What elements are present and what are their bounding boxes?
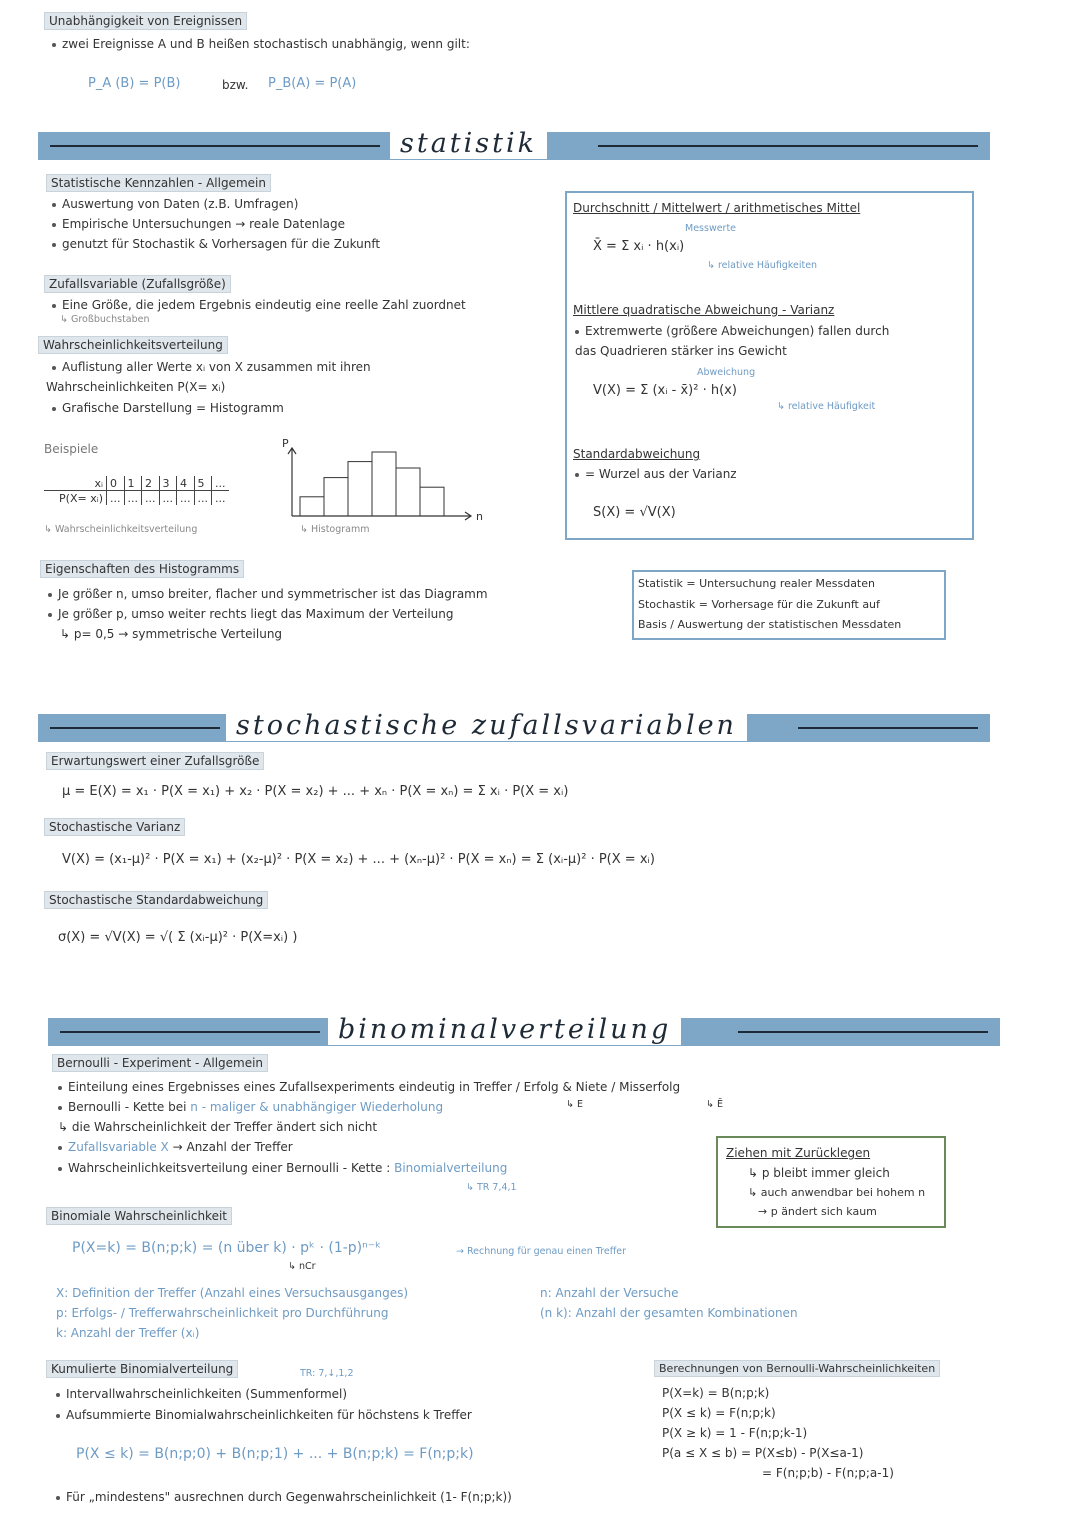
be-e-note: ↳ E — [566, 1099, 583, 1110]
ziehen-bullet-1: ↳ p bleibt immer gleich — [748, 1166, 890, 1180]
ber-heading: Berechnungen von Bernoulli-Wahrscheinlichkeiten — [654, 1360, 940, 1377]
wv-bullet-1: Auflistung aller Werte xᵢ von X zusammen mit ihren — [52, 360, 371, 374]
ss-formula: σ(X) = √V(X) = √( Σ (xᵢ-μ)² · P(X=xᵢ) ) — [58, 930, 298, 945]
hist-bar — [324, 478, 348, 516]
hist-bar — [348, 462, 372, 516]
hist-bar — [372, 452, 396, 516]
ziehen-bullet-3: → p ändert sich kaum — [758, 1205, 877, 1218]
be-bullet-2: Bernoulli - Kette bei n - maliger & unabhängiger Wiederholung — [58, 1100, 443, 1114]
hist-n-label: n — [476, 510, 483, 523]
stoch-title: stochastische zufallsvariablen — [226, 710, 747, 741]
wv-heading: Wahrscheinlichkeitsverteilung — [38, 336, 228, 354]
eig-bullet-1: Je größer n, umso breiter, flacher und symmetrischer ist das Diagramm — [48, 587, 488, 601]
var-bullet-1b: das Quadrieren stärker ins Gewicht — [575, 344, 787, 358]
histogram-sketch — [270, 438, 490, 528]
ziehen-title: Ziehen mit Zurücklegen — [726, 1146, 871, 1160]
zv-note: ↳ Großbuchstaben — [60, 314, 150, 325]
ziehen-bullet-2: ↳ auch anwendbar bei hohem n — [748, 1186, 926, 1199]
var-heading: Mittlere quadratische Abweichung - Varianz — [573, 303, 835, 317]
mw-note-1: Messwerte — [685, 223, 737, 234]
value-table — [44, 476, 229, 505]
unabh-bzw: bzw. — [222, 78, 249, 92]
std-formula: S(X) = √V(X) — [593, 505, 676, 520]
unabh-formula-2: P_B(A) = P(A) — [268, 76, 357, 91]
kenn-heading: Statistische Kennzahlen - Allgemein — [46, 174, 271, 192]
ber-line-1: P(X=k) = B(n;p;k) — [662, 1386, 770, 1400]
legend-x: X: Definition der Treffer (Anzahl eines Versuchsausganges) — [56, 1286, 409, 1300]
table-p-cell: ... — [177, 491, 195, 506]
kum-bullet-3: Für „mindestens" ausrechnen durch Gegenwahrscheinlichkeit (1- F(n;p;k)) — [56, 1490, 512, 1504]
hist-p-label: P — [282, 437, 289, 450]
berechnungen-block — [654, 1360, 994, 1484]
be-bullet-3: ↳ die Wahrscheinlichkeit der Treffer ändert sich nicht — [58, 1120, 378, 1134]
table-p-cell: ... — [215, 491, 226, 505]
mw-heading: Durchschnitt / Mittelwert / arithmetisches Mittel — [573, 201, 861, 215]
table-x-cell: 2 — [142, 476, 160, 491]
kenn-bullet-2: Empirische Untersuchungen → reale Datenlage — [52, 217, 345, 231]
binom-title: binominalverteilung — [328, 1014, 681, 1045]
be-tr-note: ↳ TR 7,4,1 — [466, 1182, 517, 1193]
table-caption: ↳ Wahrscheinlichkeitsverteilung — [44, 524, 198, 535]
be-bullet-4-blue: Zufallsvariable X — [68, 1140, 169, 1154]
unabh-heading: Unabhängigkeit von Ereignissen — [44, 12, 247, 30]
ber-line-4: P(a ≤ X ≤ b) = P(X≤b) - P(X≤a-1) — [662, 1446, 864, 1460]
stoch-banner — [38, 710, 990, 742]
be-bullet-4: Zufallsvariable X → Anzahl der Treffer — [58, 1140, 293, 1154]
hist-bars — [300, 452, 444, 516]
table-p-label: P(X= xᵢ) — [44, 491, 107, 506]
be-bullet-5-blue: Binomialverteilung — [394, 1161, 508, 1175]
binom-banner — [48, 1014, 1000, 1046]
eig-note: ↳ p= 0,5 → symmetrische Verteilung — [60, 627, 283, 641]
ew-formula: μ = E(X) = x₁ · P(X = x₁) + x₂ · P(X = x₂) + ... + xₙ · P(X = xₙ) = Σ xᵢ · P(X = xᵢ) — [62, 784, 569, 799]
kennzahlen-box — [565, 191, 974, 540]
be-heading: Bernoulli - Experiment - Allgemein — [52, 1054, 268, 1072]
kum-formula: P(X ≤ k) = B(n;p;0) + B(n;p;1) + ... + B(n;p;k) = F(n;p;k) — [76, 1446, 474, 1462]
var-bullet-1: Extremwerte (größere Abweichungen) fallen durch — [575, 324, 889, 338]
statistik-title: statistik — [390, 128, 547, 159]
be-bullet-2-blue: n - maliger & unabhängiger Wiederholung — [190, 1100, 444, 1114]
hist-bar — [396, 468, 420, 516]
be-bullet-1: Einteilung eines Ergebnisses eines Zufallsexperiments eindeutig in Treffer / Erfolg & Niete / Misserfolg — [58, 1080, 680, 1094]
std-heading: Standardabweichung — [573, 447, 701, 461]
unabh-formula-1: P_A (B) = P(B) — [88, 76, 181, 91]
ziehen-box — [716, 1136, 946, 1228]
mw-note-2: ↳ relative Häufigkeiten — [707, 260, 818, 271]
table-x-cell: 4 — [177, 476, 195, 491]
table-p-cell: ... — [159, 491, 177, 506]
table-x-label: xᵢ — [44, 476, 107, 491]
kenn-bullet-3: genutzt für Stochastik & Vorhersagen für die Zukunft — [52, 237, 380, 251]
wv-bullet-1b: Wahrscheinlichkeiten P(X= xᵢ) — [46, 380, 226, 394]
ber-line-5: = F(n;p;b) - F(n;p;a-1) — [762, 1466, 894, 1480]
table-x-cell: ... — [212, 476, 229, 491]
be-ebar-note: ↳ Ē — [706, 1099, 723, 1110]
legend-k: k: Anzahl der Treffer (xᵢ) — [56, 1326, 200, 1340]
sv-heading: Stochastische Varianz — [44, 818, 185, 836]
definition-box — [632, 570, 946, 640]
var-note-2: ↳ relative Häufigkeit — [777, 401, 876, 412]
eig-bullet-2: Je größer p, umso weiter rechts liegt das Maximum der Verteilung — [48, 607, 454, 621]
wv-bullet-2: Grafische Darstellung = Histogramm — [52, 401, 284, 415]
eig-heading: Eigenschaften des Histogramms — [40, 560, 244, 578]
kenn-note: (z.B. Umfragen) — [203, 197, 299, 211]
kum-heading: Kumulierte Binomialverteilung — [46, 1360, 238, 1378]
def-statistik: Statistik = Untersuchung realer Messdaten — [638, 577, 875, 590]
bw-arrow-note: → Rechnung für genau einen Treffer — [456, 1246, 627, 1257]
legend-n: n: Anzahl der Versuche — [540, 1286, 679, 1300]
var-formula: V(X) = Σ (xᵢ - x̄)² · h(x) — [593, 383, 737, 398]
def-basis: Basis / Auswertung der statistischen Messdaten — [638, 618, 902, 631]
kenn-bullet-1: Auswertung von Daten (z.B. Umfragen) — [52, 197, 298, 211]
ss-heading: Stochastische Standardabweichung — [44, 891, 268, 909]
kum-bullet-1: Intervallwahrscheinlichkeiten (Summenformel) — [56, 1387, 347, 1401]
hist-bar — [420, 487, 444, 516]
bw-formula: P(X=k) = B(n;p;k) = (n über k) · pᵏ · (1-p)ⁿ⁻ᵏ — [72, 1240, 382, 1256]
bw-ncr: ↳ nCr — [288, 1261, 316, 1272]
table-x-cell: 5 — [194, 476, 212, 491]
bw-heading: Binomiale Wahrscheinlichkeit — [46, 1207, 232, 1225]
mw-formula: X̄ = Σ xᵢ · h(xᵢ) — [593, 239, 685, 254]
ew-heading: Erwartungswert einer Zufallsgröße — [46, 752, 264, 770]
var-note-1: Abweichung — [697, 367, 756, 378]
kum-bullet-2: Aufsummierte Binomialwahrscheinlichkeiten für höchstens k Treffer — [56, 1408, 472, 1422]
table-x-cell: 3 — [159, 476, 177, 491]
std-bullet-1: = Wurzel aus der Varianz — [575, 467, 737, 481]
statistik-banner — [38, 128, 990, 160]
table-p-cell: ... — [124, 491, 142, 506]
ber-line-3: P(X ≥ k) = 1 - F(n;p;k-1) — [662, 1426, 808, 1440]
table-p-cell: ... — [194, 491, 212, 506]
kum-tr: TR: 7,↓,1,2 — [300, 1368, 354, 1379]
zv-heading: Zufallsvariable (Zufallsgröße) — [44, 275, 231, 293]
table-x-cell: 1 — [124, 476, 142, 491]
sv-formula: V(X) = (x₁-μ)² · P(X = x₁) + (x₂-μ)² · P(X = x₂) + ... + (xₙ-μ)² · P(X = xₙ) = Σ (xᵢ-μ)² · P(X = xᵢ) — [62, 852, 655, 867]
hist-bar — [300, 497, 324, 516]
legend-p: p: Erfolgs- / Trefferwahrscheinlichkeit pro Durchführung — [56, 1306, 389, 1320]
ber-line-2: P(X ≤ k) = F(n;p;k) — [662, 1406, 776, 1420]
legend-nk: (n k): Anzahl der gesamten Kombinationen — [540, 1306, 798, 1320]
def-stochastik: Stochastik = Vorhersage für die Zukunft auf — [638, 598, 880, 611]
zv-bullet-1: Eine Größe, die jedem Ergebnis eindeutig eine reelle Zahl zuordnet — [52, 298, 466, 312]
be-bullet-5: Wahrscheinlichkeitsverteilung einer Bernoulli - Kette : Binomialverteilung — [58, 1161, 507, 1175]
beispiele-label: Beispiele — [44, 442, 99, 456]
hist-caption: ↳ Histogramm — [300, 524, 370, 535]
table-p-cell: ... — [107, 491, 125, 506]
table-x-cell: 0 — [107, 476, 125, 491]
table-p-cell: ... — [142, 491, 160, 506]
unabh-text: zwei Ereignisse A und B heißen stochastisch unabhängig, wenn gilt: — [52, 37, 470, 51]
